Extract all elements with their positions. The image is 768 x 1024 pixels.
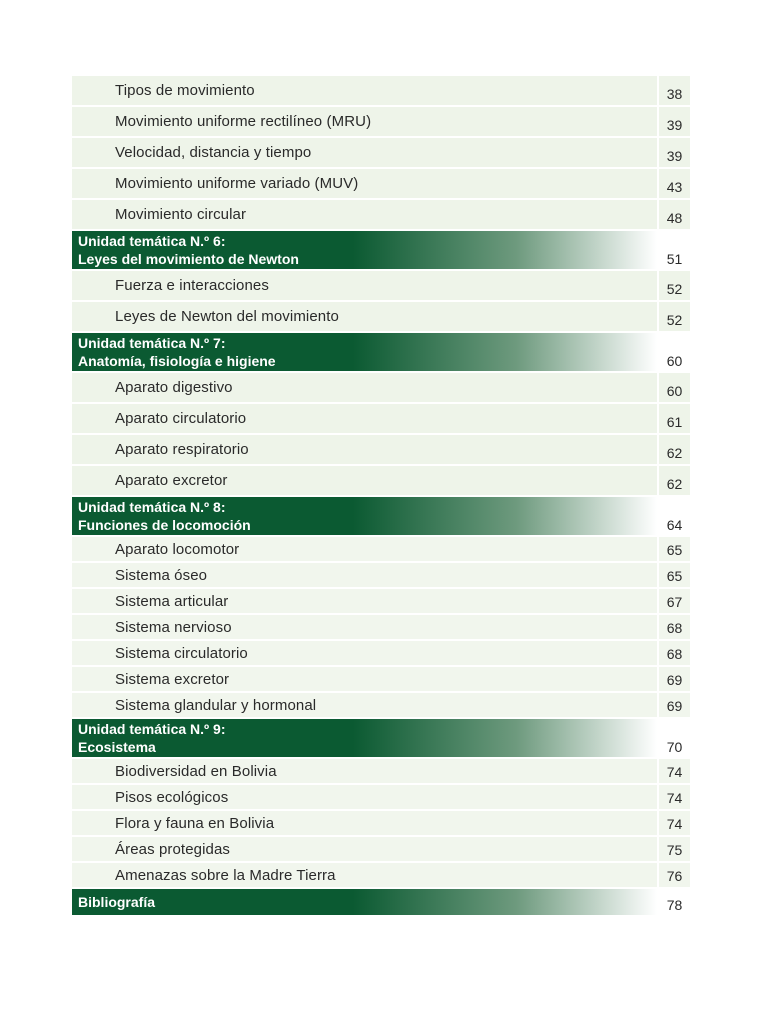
toc-entry-muv[interactable]: [72, 169, 690, 198]
unit-page: 70: [666, 739, 683, 755]
toc-entry-page: 48: [659, 200, 690, 229]
toc-entry[interactable]: [72, 641, 690, 665]
toc-entry-page: 60: [659, 373, 690, 402]
toc-entry-title: Amenazas sobre la Madre Tierra: [72, 863, 657, 887]
toc-entry-page: 43: [659, 169, 690, 198]
toc-entry-title: Aparato circulatorio: [72, 404, 657, 433]
toc-entry-page: 69: [659, 667, 690, 691]
toc-entry-page: 62: [659, 435, 690, 464]
unit-header-7[interactable]: [72, 333, 690, 371]
toc-entry-title: Leyes de Newton del movimiento: [72, 302, 657, 331]
toc-entry-title: Aparato digestivo: [72, 373, 657, 402]
unit-page: 64: [666, 517, 683, 533]
unit-header-6[interactable]: [72, 231, 690, 269]
unit-number-label: Unidad temática N.º 6:: [78, 233, 226, 249]
toc-entry-page: 39: [659, 107, 690, 136]
toc-entry-mru[interactable]: [72, 107, 690, 136]
unit-number-label: Unidad temática N.º 8:: [78, 499, 226, 515]
toc-entry[interactable]: [72, 466, 690, 495]
bibliography-band: [72, 889, 657, 915]
bibliography-page: 78: [666, 897, 683, 913]
table-of-contents: [72, 76, 690, 917]
toc-entry[interactable]: [72, 404, 690, 433]
toc-entry[interactable]: [72, 759, 690, 783]
toc-entry-page: 74: [659, 759, 690, 783]
toc-entry-title: Velocidad, distancia y tiempo: [72, 138, 657, 167]
toc-entry[interactable]: [72, 373, 690, 402]
toc-entry-page: 69: [659, 693, 690, 717]
toc-entry[interactable]: [72, 589, 690, 613]
unit-header-8[interactable]: [72, 497, 690, 535]
toc-entry[interactable]: [72, 785, 690, 809]
toc-entry-page: 76: [659, 863, 690, 887]
toc-entry-page: 38: [659, 76, 690, 105]
toc-entry[interactable]: [72, 271, 690, 300]
toc-entry-title: Sistema articular: [72, 589, 657, 613]
toc-entry-page: 62: [659, 466, 690, 495]
toc-entry-page: 74: [659, 785, 690, 809]
toc-entry-title: Aparato respiratorio: [72, 435, 657, 464]
unit-title: Ecosistema: [78, 739, 156, 755]
toc-entry[interactable]: [72, 615, 690, 639]
unit-band: [72, 497, 657, 535]
toc-entry[interactable]: [72, 863, 690, 887]
toc-entry[interactable]: [72, 693, 690, 717]
unit-title: Anatomía, fisiología e higiene: [78, 353, 276, 369]
toc-entry-page: 52: [659, 271, 690, 300]
toc-entry-page: 67: [659, 589, 690, 613]
bibliography-header[interactable]: [72, 889, 690, 915]
unit-number-label: Unidad temática N.º 7:: [78, 335, 226, 351]
unit-header-9[interactable]: [72, 719, 690, 757]
toc-entry[interactable]: [72, 435, 690, 464]
toc-entry[interactable]: [72, 302, 690, 331]
toc-entry-page: 61: [659, 404, 690, 433]
unit-page: 51: [666, 251, 683, 267]
toc-entry[interactable]: [72, 537, 690, 561]
toc-entry-title: Tipos de movimiento: [72, 76, 657, 105]
toc-entry-title: Movimiento uniforme rectilíneo (MRU): [72, 107, 657, 136]
toc-entry-title: Sistema circulatorio: [72, 641, 657, 665]
toc-entry-title: Biodiversidad en Bolivia: [72, 759, 657, 783]
unit-number-label: Unidad temática N.º 9:: [78, 721, 226, 737]
unit-band: [72, 333, 657, 371]
toc-entry-page: 65: [659, 537, 690, 561]
unit-band: [72, 231, 657, 269]
toc-entry-page: 75: [659, 837, 690, 861]
toc-entry-tipos-de-movimiento[interactable]: [72, 76, 690, 105]
toc-entry-title: Sistema óseo: [72, 563, 657, 587]
toc-entry-title: Sistema glandular y hormonal: [72, 693, 657, 717]
toc-entry-velocidad[interactable]: [72, 138, 690, 167]
toc-entry-title: Sistema excretor: [72, 667, 657, 691]
unit-band: [72, 719, 657, 757]
toc-entry[interactable]: [72, 837, 690, 861]
toc-entry[interactable]: [72, 563, 690, 587]
unit-title: Funciones de locomoción: [78, 517, 251, 533]
toc-entry-page: 52: [659, 302, 690, 331]
unit-page: 60: [666, 353, 683, 369]
unit-title: Leyes del movimiento de Newton: [78, 251, 299, 267]
toc-entry-title: Sistema nervioso: [72, 615, 657, 639]
toc-entry-title: Aparato excretor: [72, 466, 657, 495]
toc-entry-page: 39: [659, 138, 690, 167]
toc-entry-title: Movimiento uniforme variado (MUV): [72, 169, 657, 198]
toc-entry[interactable]: [72, 811, 690, 835]
toc-entry-page: 68: [659, 641, 690, 665]
toc-entry-title: Movimiento circular: [72, 200, 657, 229]
toc-entry-title: Áreas protegidas: [72, 837, 657, 861]
toc-entry-title: Fuerza e interacciones: [72, 271, 657, 300]
bibliography-title: Bibliografía: [78, 894, 156, 910]
toc-entry-page: 65: [659, 563, 690, 587]
toc-entry-title: Aparato locomotor: [72, 537, 657, 561]
toc-entry-title: Flora y fauna en Bolivia: [72, 811, 657, 835]
toc-entry-page: 74: [659, 811, 690, 835]
toc-entry-page: 68: [659, 615, 690, 639]
toc-entry-title: Pisos ecológicos: [72, 785, 657, 809]
toc-entry[interactable]: [72, 667, 690, 691]
toc-entry-movimiento-circular[interactable]: [72, 200, 690, 229]
